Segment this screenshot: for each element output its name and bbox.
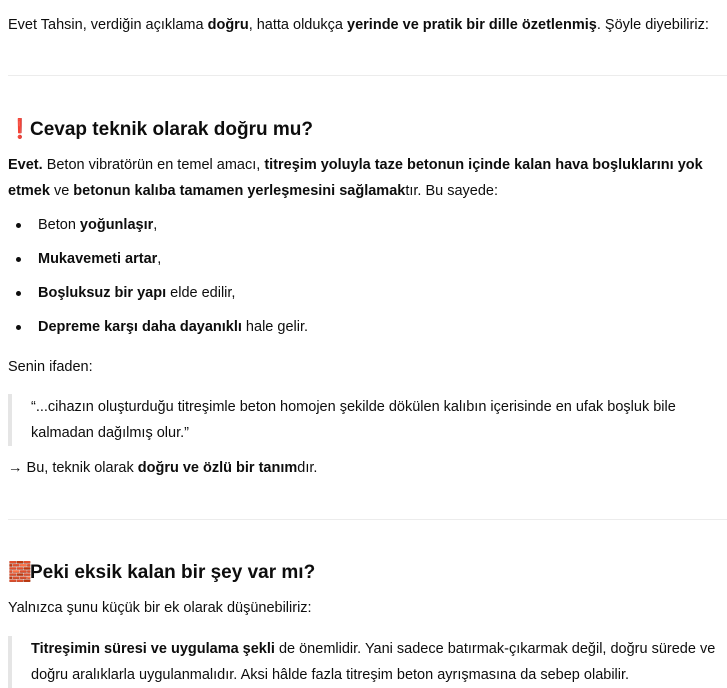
list-item-bold: yoğunlaşır [79, 217, 154, 233]
blockquote-addition [8, 636, 719, 688]
verdict-text-1: → Bu, teknik olarak [8, 460, 138, 476]
list-item-post: hale gelir. [241, 319, 309, 335]
verdict-text-2: dır. [297, 460, 318, 476]
divider [8, 75, 727, 76]
verdict-paragraph [8, 455, 719, 481]
blockquote-text [31, 636, 719, 688]
answer-text-2: ve [49, 183, 74, 199]
list-item-post: , [157, 251, 162, 267]
list-item-pre: Beton [38, 217, 80, 233]
your-statement-label: Senin ifaden: [8, 359, 93, 375]
answer-paragraph [8, 152, 719, 204]
intro-text-2: , hatta oldukça [248, 17, 348, 33]
section-heading-missing [8, 559, 719, 587]
intro-text-3: . Şöyle diyebiliriz: [596, 17, 709, 33]
section-heading-text: Peki eksik kalan bir şey var mı? [30, 562, 316, 583]
intro-paragraph [8, 12, 719, 38]
intro-text-1: Evet Tahsin, verdiğin açıklama [8, 17, 208, 33]
list-item-post: elde edilir, [166, 285, 236, 301]
blockquote-rest: de önemlidir. Yani sadece batırmak-çıkarmak değil, doğru sürede ve doğru aralıklarla uygulanmalıdır. Aksi hâlde fazla titreşim beton ayrışmasına da sebep olabilir. [31, 641, 716, 683]
list-item-bold: Boşluksuz bir yapı [38, 285, 167, 301]
section-heading-correctness [8, 116, 719, 144]
verdict-bold: doğru ve özlü bir tanım [137, 460, 298, 476]
addition-intro: Yalnızca şunu küçük bir ek olarak düşünebiliriz: [8, 600, 312, 616]
answer-text-1: Beton vibratörün en temel amacı, [42, 157, 265, 173]
list-item [8, 211, 719, 245]
list-item [8, 279, 719, 313]
exclamation-icon: ❗ [8, 119, 32, 140]
intro-bold-2: yerinde ve pratik bir dille özetlenmiş [347, 17, 597, 33]
list-item-bold: Mukavemeti artar [38, 251, 158, 267]
blockquote-text: “...cihazın oluşturduğu titreşimle beton homojen şekilde dökülen kalıbın içerisinde en ufak boşluk bile kalmadan dağılmış olur.” [31, 399, 676, 441]
divider [8, 519, 727, 520]
list-item-bold: Depreme karşı daha dayanıklı [38, 319, 242, 335]
answer-text-3: tır. Bu sayede: [405, 183, 499, 199]
answer-bold-2: titreşim yoluyla taze betonun içinde kalan hava boşluklarını yok etmek [8, 157, 703, 199]
answer-bold-1: Evet. [8, 157, 43, 173]
brick-icon: 🧱 [8, 562, 32, 583]
section-heading-text: Cevap teknik olarak doğru mu? [30, 119, 313, 140]
list-item-post: , [153, 217, 158, 233]
answer-bold-3: betonun kalıba tamamen yerleşmesini sağlamak [73, 183, 406, 199]
intro-bold-1: doğru [207, 17, 249, 33]
list-item [8, 245, 719, 279]
benefits-list [8, 211, 719, 347]
blockquote-bold: Titreşimin süresi ve uygulama şekli [31, 641, 275, 657]
blockquote-user-statement [8, 394, 719, 446]
list-item [8, 313, 719, 347]
